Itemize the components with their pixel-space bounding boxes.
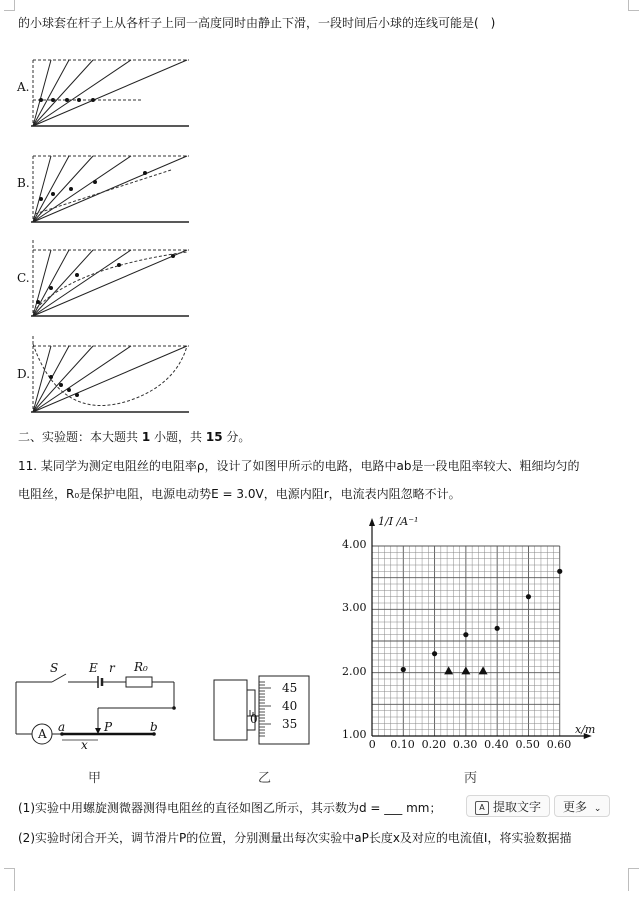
y-axis-arrow [369,518,375,526]
corner-mark-top-right [628,0,639,11]
circuit-r0-label: R₀ [134,660,148,674]
section-title-mid: 小题，共 [154,430,203,444]
more-label: 更多 [563,800,588,814]
data-point-dot [432,651,437,656]
section-points: 15 [205,430,223,444]
data-point-dot [557,569,562,574]
option-c-diagram [31,238,191,320]
chart-marks [401,569,563,675]
x-tick-label: 0.20 [421,738,447,751]
micrometer-zero: 0 [250,712,258,726]
q11-line2: 电阻丝，R₀是保护电阻，电源电动势E = 3.0V，电源内阻r，电流表内阻忽略不计。 [18,487,461,501]
chart-y-label: 1/I /A⁻¹ [378,515,419,528]
q11-line1: 11. 某同学为测定电阻丝的电阻率ρ，设计了如图甲所示的电路，电路中ab是一段电阻率较大、粗细均匀的 [18,459,580,473]
data-point-triangle [479,666,488,674]
extract-text-icon: A [475,801,489,815]
circuit-p-label: P [104,720,113,734]
chart-caption: 丙 [464,771,478,786]
q11-sub1: (1)实验中用螺旋测微器测得电阻丝的直径如图乙所示，其示数为d = ___ mm； [18,801,442,815]
micrometer-tick-40: 40 [282,699,298,713]
micrometer-tick-45: 45 [282,681,298,695]
x-tick-label: 0 [368,738,376,751]
circuit-emf-label: E [89,661,98,675]
chart-plot [340,510,600,750]
x-tick-label: 0.50 [515,738,540,751]
x-tick-label: 0.60 [546,738,572,751]
option-d-diagram [31,334,191,416]
micrometer-diagram [213,676,313,746]
circuit-caption: 甲 [88,771,102,786]
q11-sub2: (2)实验时闭合开关，调节滑片P的位置，分别测量出每次实验中aP长度x及对应的电流值I，将实验数据描 [18,831,572,845]
option-d-label[interactable]: D. [17,367,31,381]
section-heading [18,429,250,445]
y-tick-label: 4.00 [342,538,367,551]
circuit-b-label: b [150,720,158,734]
y-tick-label: 2.00 [342,664,367,678]
data-point-dot [526,594,531,599]
data-point-dot [495,626,500,631]
section-count: 1 [141,430,151,444]
option-b-diagram [31,154,191,226]
extract-text-button[interactable] [466,795,550,817]
chevron-down-icon: ⌄ [593,804,602,814]
circuit-switch-label: S [50,661,59,675]
circuit-r-label: r [109,661,115,675]
data-point-triangle [444,666,453,674]
circuit-a-label: a [58,720,66,734]
x-tick-label: 0.10 [390,738,415,751]
option-b-label[interactable]: B. [17,176,30,190]
micrometer-tick-35: 35 [282,717,298,731]
extract-text-label: 提取文字 [493,800,542,814]
corner-mark-bottom-left [4,868,15,891]
x-tick-label: 0.30 [452,738,478,751]
y-tick-label: 1.00 [342,728,367,741]
more-button[interactable] [554,795,610,817]
section-title-prefix: 二、实验题：本大题共 [18,430,139,444]
circuit-ammeter-label: A [38,727,47,741]
data-point-dot [463,632,468,637]
circuit-x-label: x [81,738,88,752]
option-c-label[interactable]: C. [17,271,30,285]
option-a-diagram [31,58,191,130]
data-point-triangle [461,666,470,674]
micrometer-caption: 乙 [258,771,272,786]
x-tick-label: 0.40 [484,738,509,751]
option-a-label[interactable]: A. [17,80,30,94]
section-title-suffix: 分。 [226,430,251,444]
corner-mark-bottom-right [628,868,639,891]
y-tick-label: 3.00 [342,601,367,615]
question-intro: 的小球套在杆子上从各杆子上同一高度同时由静止下滑，一段时间后小球的连线可能是( ) [18,16,496,30]
data-point-dot [401,667,406,672]
corner-mark-top-left [4,0,15,11]
chart-grid [369,518,592,739]
chart-x-label: x/m [575,723,596,736]
